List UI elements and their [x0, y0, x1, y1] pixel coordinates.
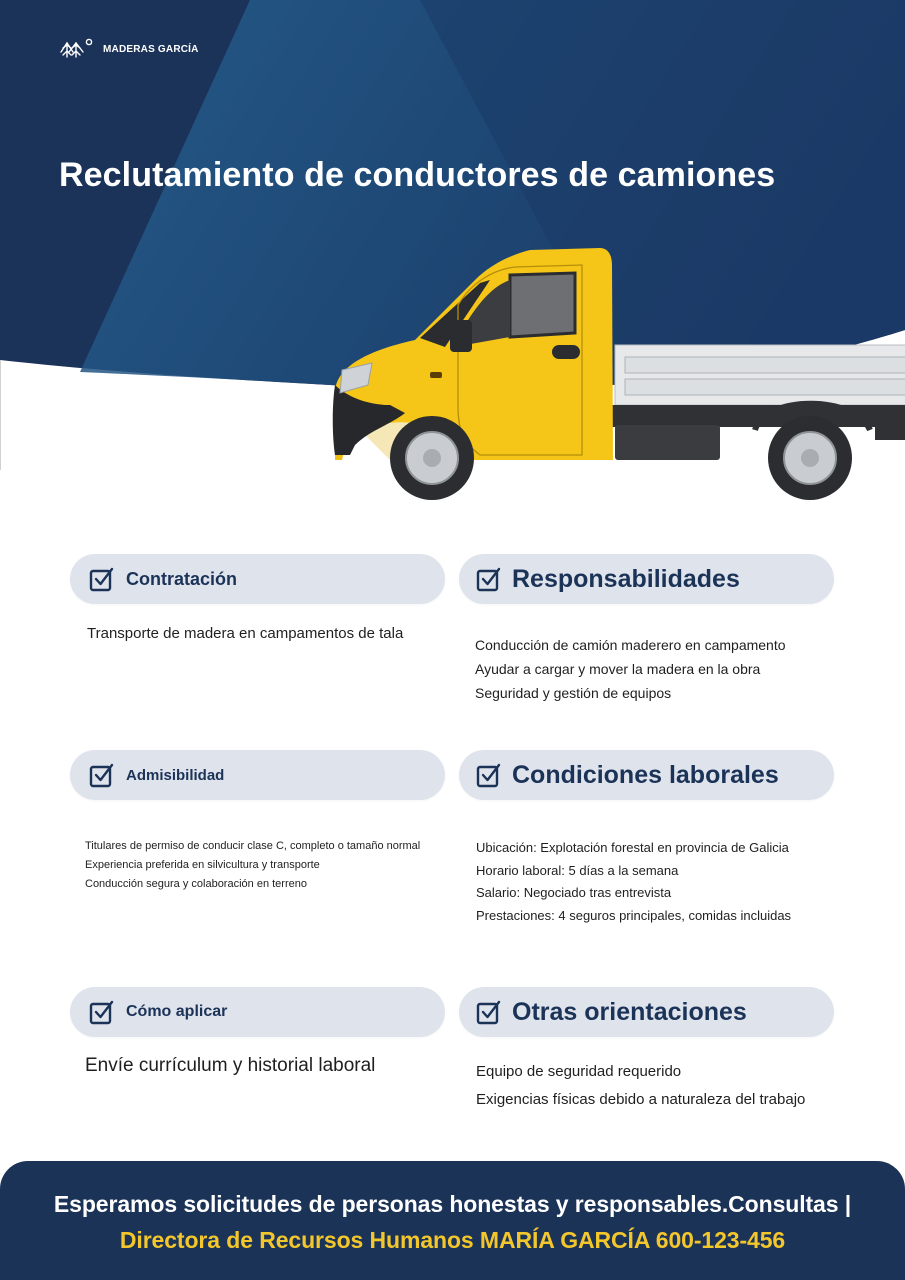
- section-title: Otras orientaciones: [512, 997, 747, 1026]
- list-item: Envíe currículum y historial laboral: [85, 1055, 376, 1076]
- list-item: Ayudar a cargar y mover la madera en la obra: [475, 661, 761, 677]
- checkbox-checked-icon: [89, 566, 115, 592]
- trees-sun-icon: [59, 38, 95, 60]
- list-item: Equipo de seguridad requerido: [476, 1063, 682, 1080]
- page-title: Reclutamiento de conductores de camiones: [59, 156, 776, 194]
- section-body: [476, 837, 791, 928]
- list-item: Conducción de camión maderero en campamento: [475, 637, 786, 653]
- hero-banner: [0, 0, 905, 520]
- list-item: Salario: Negociado tras entrevista: [476, 885, 672, 901]
- checkbox-checked-icon: [476, 566, 502, 592]
- section-body: [476, 1058, 805, 1114]
- list-item: Ubicación: Explotación forestal en provincia de Galicia: [476, 840, 789, 855]
- list-item: Horario laboral: 5 días a la semana: [476, 862, 679, 878]
- list-item: Seguridad y gestión de equipos: [475, 685, 672, 701]
- section-header-como-aplicar: [70, 987, 445, 1037]
- section-title: Contratación: [126, 568, 238, 589]
- section-title: Responsabilidades: [512, 564, 740, 593]
- brand-name: MADERAS GARCÍA: [103, 43, 199, 55]
- brand-logo: [59, 38, 199, 60]
- list-item: Experiencia preferida en silvicultura y transporte: [85, 859, 320, 871]
- list-item: Exigencias físicas debido a naturaleza del trabajo: [476, 1091, 806, 1108]
- list-item: Titulares de permiso de conducir clase C, completo o tamaño normal: [85, 840, 421, 852]
- truck-image: [330, 245, 905, 505]
- checkbox-checked-icon: [476, 762, 502, 788]
- section-body: [85, 1054, 375, 1078]
- section-body: [85, 837, 420, 894]
- checkbox-checked-icon: [476, 999, 502, 1025]
- section-title: Condiciones laborales: [512, 760, 779, 789]
- list-item: Transporte de madera en campamentos de tala: [87, 625, 404, 642]
- list-item: Prestaciones: 4 seguros principales, comidas incluidas: [476, 908, 792, 924]
- section-body: [475, 633, 786, 705]
- section-title: Cómo aplicar: [126, 1003, 228, 1020]
- section-body: [87, 624, 403, 644]
- footer-message: Esperamos solicitudes de personas honestas y responsables.Consultas |: [53, 1191, 852, 1217]
- footer-contact-banner: [0, 1161, 905, 1280]
- section-header-contratacion: [70, 554, 445, 604]
- footer-contact: Directora de Recursos Humanos MARÍA GARCÍA 600-123-456: [119, 1227, 786, 1253]
- list-item: Conducción segura y colaboración en terreno: [85, 878, 307, 890]
- section-header-otras: [459, 987, 834, 1037]
- checkbox-checked-icon: [89, 999, 115, 1025]
- checkbox-checked-icon: [89, 762, 115, 788]
- section-header-responsabilidades: [459, 554, 834, 604]
- section-header-condiciones: [459, 750, 834, 800]
- section-title: Admisibilidad: [126, 766, 225, 784]
- section-header-admisibilidad: [70, 750, 445, 800]
